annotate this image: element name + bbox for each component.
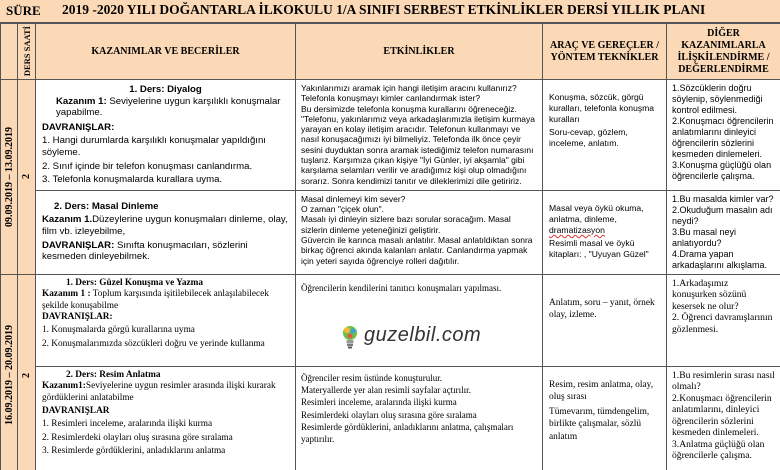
etkinlik-line: "Telefonu, yakınlarımız veya arkadaşlarımızla iletişim kurmaya yarayan en kolay iletişim aracıdır. Telefonun kullanmayı ve nasıl konuşacağımızı iyi bilmeliyiz. Telefonda ilk önce çeyir sesini duyduktan sonra aramak istediğimiz telefon numarasını tuşlarız. Karşımıza çıkan kişiye "İyi Günler, iyi akşamla" gibi karşılama selamları verilir ve aradığımız kişi olup olmadığını sorarız. Sonra kendimizi tanıtır ve dileklerimizi dile getiririz.	[301, 113, 536, 186]
week-date: 09.09.2019 – 13.09.2019	[3, 126, 15, 227]
ders-saati-value: 2	[21, 372, 32, 378]
diger-line: 2.Konuşmacı öğrencilerin anlatımlarını, dinleyici öğrencilerin sözlerini kesmeden dinlemeleri.	[672, 392, 772, 439]
list-item: 2. Sınıf içinde bir telefon konuşması canlandırma.	[42, 160, 253, 172]
kazanim-cell	[36, 366, 296, 470]
lesson-title: 1. Ders: Diyalog	[129, 84, 202, 95]
etkinlik-line: O zaman "çiçek olun".	[301, 204, 385, 215]
arac-line: Anlatım, soru – yanıt, örnek olay, izleme.	[549, 297, 655, 321]
kazanim-text: Düzeylerine uygun konuşmaları dinleme, olay, film vb. izleyebilme,	[42, 214, 288, 237]
davranis-list	[42, 135, 289, 185]
etkinlik-line: Materyallerde yer alan resimli sayfalar açtırılır.	[301, 385, 471, 396]
watermark-text: guzelbil.com	[364, 324, 482, 346]
lesson-title: 1. Ders: Güzel Konuşma ve Yazma	[66, 277, 204, 288]
table-row	[1, 366, 780, 470]
etkinlik-line: Resimleri inceleme, aralarında ilişki kurma	[301, 397, 457, 408]
lesson-title: 2. Ders: Masal Dinleme	[54, 200, 159, 212]
arac-line: Soru-cevap, gözlem, inceleme, anlatım.	[549, 127, 628, 148]
arac-cell	[543, 80, 667, 191]
kazanim-label: Kazanım 1:	[56, 95, 107, 107]
list-item: 3. Telefonla konuşmalarda kurallara uyma.	[42, 174, 223, 186]
sure-label: SÜRE	[6, 3, 41, 18]
diger-cell	[667, 190, 780, 274]
diger-cell	[667, 274, 780, 366]
diger-line: 4.Drama yapan arkadaşlarını alkışlama.	[672, 248, 768, 270]
etkinlik-line: Yakınlarımızı aramak için hangi iletişim aracını kullanırız?	[301, 83, 517, 93]
kazanim-cell	[36, 80, 296, 191]
kazanim-label: Kazanım 1.	[42, 214, 93, 226]
arac-cell	[543, 190, 667, 274]
plan-table	[0, 23, 780, 470]
diger-line: 1.Arkadaşımız konuşurken sözünü kesersek ne olur?	[672, 277, 747, 312]
table-row	[1, 190, 780, 274]
ders-saati-cell	[18, 80, 36, 275]
etkinlik-line: Telefonla konuşmayı kimler canlandırmak ister?	[301, 93, 481, 104]
page-title: 2019 -2020 YILI DOĞANTARLA İLKOKULU 1/A SINIFI SERBEST ETKİNLİKLER DERSİ YILLIK PLANI	[62, 2, 706, 17]
watermark-logo	[340, 322, 490, 356]
header-arac: ARAÇ VE GEREÇLER / YÖNTEM TEKNİKLER	[543, 24, 667, 80]
title-bar	[0, 0, 780, 23]
list-item: 3. Resimlerde gördüklerini, anladıklarını anlatma	[42, 446, 226, 457]
diger-line: 3.Anlatma güçlüğü olan öğrencilerle çalışma.	[672, 438, 765, 462]
week-date-cell	[1, 274, 18, 470]
ders-saati-value: 2	[21, 174, 32, 180]
lesson-title: 2. Ders: Resim Anlatma	[66, 369, 161, 380]
arac-line: Masal veya öykü okuma, anlatma, dinleme,	[549, 202, 644, 224]
etkinlik-cell	[296, 366, 543, 470]
list-item: 2. Konuşmalarımızda sözcükleri doğru ve yerinde kullanma	[42, 338, 265, 349]
header-diger: DİĞER KAZANIMLARLA İLİŞKİLENDİRME / DEĞERLENDİRME	[667, 24, 780, 80]
header-row	[1, 24, 780, 80]
kazanim-cell	[36, 190, 296, 274]
arac-line: Resimli masal ve öykü kitapları: , "Uyuyan Güzel"	[549, 237, 649, 259]
davranislar-heading: DAVRANIŞLAR:	[42, 239, 115, 251]
davranislar-heading: DAVRANIŞLAR:	[42, 311, 113, 322]
davranis-text: Sınıfta konuşmacıları, sözlerini kesmeden dinleyebilmek.	[42, 239, 248, 263]
kazanim-text: Seviyelerine uygun resimler arasında ilişki kurarak gördüklerini anlatabilme	[42, 381, 276, 403]
arac-line: Tümevarım, tümdengelim, birlikte çalışmalar, sözlü anlatım	[549, 406, 650, 442]
etkinlik-line: Masalı iyi dinleyin sizlere bazı sorular soracağım. Masal sizlerin dinleme yeteneğinizi geliştirir.	[301, 214, 511, 235]
etkinlik-line: Güvercin ile karınca masalı anlatılır. Masal anlatıldıktan sonra birkaç öğrenci akında kalanları anlatır. Canlandırma yapmak için yeteri sayıda öğrenciye rolleri dağıtılır.	[301, 234, 533, 266]
ders-saati-cell	[18, 274, 36, 470]
header-etkinlikler: ETKİNLİKLER	[296, 24, 543, 80]
kazanim-label: Kazanım 1 :	[42, 289, 91, 300]
diger-cell	[667, 80, 780, 191]
etkinlik-line: Resimlerde gördüklerini, anladıklarını anlatma, çalışmaları yaptırılır.	[301, 421, 514, 445]
etkinlik-line: Bu dersimizde telefonla konuşma kurallarını öğreneceğiz.	[301, 103, 517, 114]
etkinlik-line: Öğrenciler resim üstünde konuşturulur.	[301, 372, 442, 383]
list-item: 1. Hangi durumlarda karşılıklı konuşmalar yapıldığını söyleme.	[42, 135, 266, 158]
arac-line: Konuşma, sözcük, görgü kuralları, telefonla konuşma kuralları	[549, 92, 655, 124]
davranis-list	[42, 419, 289, 457]
davranislar-heading: DAVRANIŞLAR:	[42, 121, 115, 133]
week-date: 16.09.2019 – 20.09.2019	[3, 325, 15, 426]
diger-line: 1.Bu resimlerin sırası nasıl olmalı?	[672, 369, 775, 393]
davranis-list	[42, 325, 289, 350]
etkinlik-line: Öğrencilerin kendilerini tanıtıcı konuşmaları yapılması.	[301, 282, 502, 293]
diger-line: 1.Sözcüklerin doğru söylenip, söylenmediği kontrol edilmesi.	[672, 83, 763, 115]
diger-line: 1.Bu masalda kimler var?	[672, 193, 774, 204]
header-date	[1, 24, 18, 80]
diger-line: 2.Konuşmacı öğrencilerin anlatımlarını dinleyici öğrencilerin sözlerini kesmeden dinlemeleri.	[672, 116, 774, 159]
etkinlik-cell	[296, 80, 543, 191]
kazanim-text: Toplum karşısında işitilebilecek anlaşılabilecek şekilde konuşabilme	[42, 289, 269, 311]
arac-line: Resim, resim anlatma, olay, oluş sırası	[549, 379, 654, 403]
week-date-cell	[1, 80, 18, 275]
etkinlik-line: Resimlerdeki olayları oluş sırasına göre sıralama	[301, 409, 477, 420]
diger-line: 3.Bu masal neyi anlatıyordu?	[672, 226, 737, 248]
lightbulb-icon	[340, 324, 360, 352]
arac-cell	[543, 366, 667, 470]
diger-line: 2. Öğrenci davranışlarının gözlenmesi.	[672, 312, 773, 335]
diger-line: 2.Okuduğum masalın adı neydi?	[672, 204, 773, 226]
diger-line: 3.Konuşma güçlüğü olan öğrencilerle çalışma.	[672, 160, 772, 181]
header-kazanimlar: KAZANIMLAR VE BECERİLER	[36, 24, 296, 80]
kazanim-text: Seviyelerine uygun karşılıklı konuşmalar yapabilme.	[56, 95, 281, 119]
header-ders-saati: DERS SAATİ	[18, 24, 36, 80]
list-item: 1. Resimleri inceleme, aralarında ilişki kurma	[42, 419, 213, 430]
arac-cell	[543, 274, 667, 366]
diger-cell	[667, 366, 780, 470]
list-item: 1. Konuşmalarda görgü kurallarına uyma	[42, 325, 195, 336]
kazanim-label: Kazanım1:	[42, 381, 86, 392]
list-item: 2. Resimlerdeki olayları oluş sırasına göre sıralama	[42, 432, 233, 443]
etkinlik-line: Masal dinlemeyi kim sever?	[301, 193, 406, 204]
kazanim-cell	[36, 274, 296, 366]
davranislar-heading: DAVRANIŞLAR	[42, 405, 110, 416]
etkinlik-cell	[296, 190, 543, 274]
table-row	[1, 80, 780, 191]
arac-underlined: dramatizasyon	[549, 224, 605, 235]
